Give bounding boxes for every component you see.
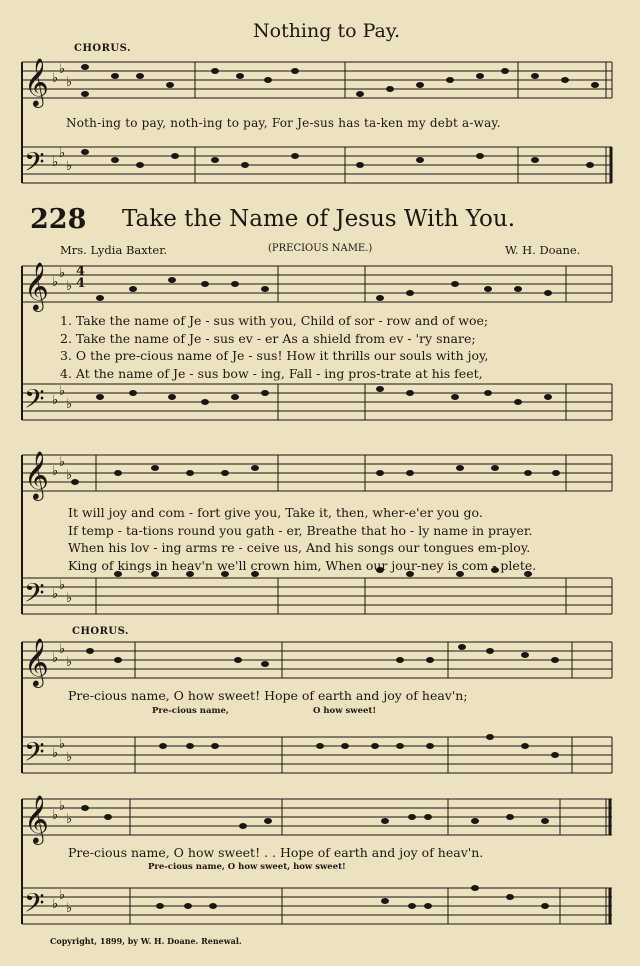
svg-text:♭: ♭	[59, 888, 66, 903]
copyright-notice: Copyright, 1899, by W. H. Doane. Renewal.	[50, 936, 242, 946]
svg-text:♭: ♭	[66, 901, 73, 916]
svg-text:♭: ♭	[59, 62, 66, 77]
svg-text:♭: ♭	[66, 655, 73, 670]
hymn-author: Mrs. Lydia Baxter.	[60, 243, 168, 257]
hymn-composer: W. H. Doane.	[505, 243, 581, 257]
staff-bass-0	[22, 147, 612, 183]
staff-treble-3	[22, 642, 612, 678]
staff-treble-1	[22, 266, 612, 302]
svg-text:♭: ♭	[59, 642, 66, 657]
chorus-bass-lyric-b: O how sweet!	[313, 706, 377, 716]
chorus-line-1: Pre-cious name, O how sweet! Hope of earth and joy of heav'n;	[68, 688, 468, 703]
verse-line-4-1: 4. At the name of Je - sus bow - ing, Fall - ing pros-trate at his feet,	[60, 366, 483, 381]
verse-line-4-2: King of kings in heav'n we'll crown him, When our jour-ney is com - plete.	[68, 558, 537, 573]
svg-text:♭: ♭	[52, 275, 59, 290]
hymn-number: 228	[30, 204, 87, 235]
svg-text:♭: ♭	[52, 587, 59, 602]
verse-line-1-1: 1. Take the name of Je - sus with you, Child of sor - row and of woe;	[60, 313, 489, 328]
svg-text:♭: ♭	[59, 578, 66, 593]
svg-text:𝄢: 𝄢	[24, 887, 45, 925]
hymn-tune: (PRECIOUS NAME.)	[268, 243, 373, 254]
svg-text:♭: ♭	[59, 384, 66, 399]
svg-text:♭: ♭	[66, 75, 73, 90]
staff-bass-1	[22, 384, 612, 420]
previous-chorus-label: CHORUS.	[74, 43, 131, 54]
svg-text:𝄞: 𝄞	[24, 794, 49, 843]
svg-text:♭: ♭	[66, 279, 73, 294]
previous-hymn-title: Nothing to Pay.	[253, 20, 401, 42]
hymn-title: Take the Name of Jesus With You.	[122, 206, 516, 232]
chorus-line-2: Pre-cious name, O how sweet! . . Hope of earth and joy of heav'n.	[68, 845, 484, 860]
verse-line-1-2: It will joy and com - fort give you, Take it, then, wher-e'er you go.	[68, 505, 483, 520]
svg-text:♭: ♭	[52, 808, 59, 823]
time-signature: 4 4	[76, 264, 86, 291]
svg-text:♭: ♭	[52, 464, 59, 479]
chorus-label: CHORUS.	[72, 626, 129, 637]
svg-text:𝄢: 𝄢	[24, 736, 45, 774]
svg-text:♭: ♭	[52, 897, 59, 912]
svg-text:♭: ♭	[52, 746, 59, 761]
svg-text:♭: ♭	[59, 455, 66, 470]
svg-text:♭: ♭	[52, 155, 59, 170]
verse-line-2-2: If temp - ta-tions round you gath - er, Breathe that ho - ly name in prayer.	[68, 523, 533, 538]
svg-text:♭: ♭	[52, 393, 59, 408]
bass-clef-icon: 𝄢	[24, 146, 45, 184]
svg-text:♭: ♭	[59, 799, 66, 814]
svg-text:♭: ♭	[66, 159, 73, 174]
svg-text:♭: ♭	[66, 591, 73, 606]
svg-text:♭: ♭	[59, 146, 66, 161]
svg-text:𝄢: 𝄢	[24, 577, 45, 615]
svg-text:♭: ♭	[52, 651, 59, 666]
staff-treble-0	[22, 62, 612, 98]
svg-text:𝄢: 𝄢	[24, 383, 45, 421]
chorus-bass-lyric-2: Pre-cious name, O how sweet, how sweet!	[148, 862, 346, 872]
staff-treble-2	[22, 455, 612, 491]
svg-text:♭: ♭	[52, 71, 59, 86]
svg-text:𝄞: 𝄞	[24, 637, 49, 686]
svg-text:𝄞: 𝄞	[24, 450, 49, 499]
staff-bass-2	[22, 578, 612, 614]
svg-text:𝄞: 𝄞	[24, 261, 49, 310]
svg-text:♭: ♭	[66, 397, 73, 412]
treble-clef-icon: 𝄞	[24, 57, 49, 106]
svg-text:♭: ♭	[59, 737, 66, 752]
previous-hymn-lyric: Noth-ing to pay, noth-ing to pay, For Je-sus has ta-ken my debt a-way.	[66, 116, 501, 130]
chorus-bass-lyric-a: Pre-cious name,	[152, 706, 229, 716]
verse-line-3-1: 3. O the pre-cious name of Je - sus! How it thrills our souls with joy,	[60, 348, 489, 363]
svg-text:♭: ♭	[66, 468, 73, 483]
staff-bass-4	[22, 888, 612, 924]
verse-line-3-2: When his lov - ing arms re - ceive us, And his songs our tongues em-ploy.	[68, 540, 531, 555]
svg-text:♭: ♭	[59, 266, 66, 281]
staff-bass-3	[22, 737, 612, 773]
verse-line-2-1: 2. Take the name of Je - sus ev - er As a shield from ev - 'ry snare;	[60, 331, 476, 346]
svg-text:♭: ♭	[66, 812, 73, 827]
svg-text:♭: ♭	[66, 750, 73, 765]
